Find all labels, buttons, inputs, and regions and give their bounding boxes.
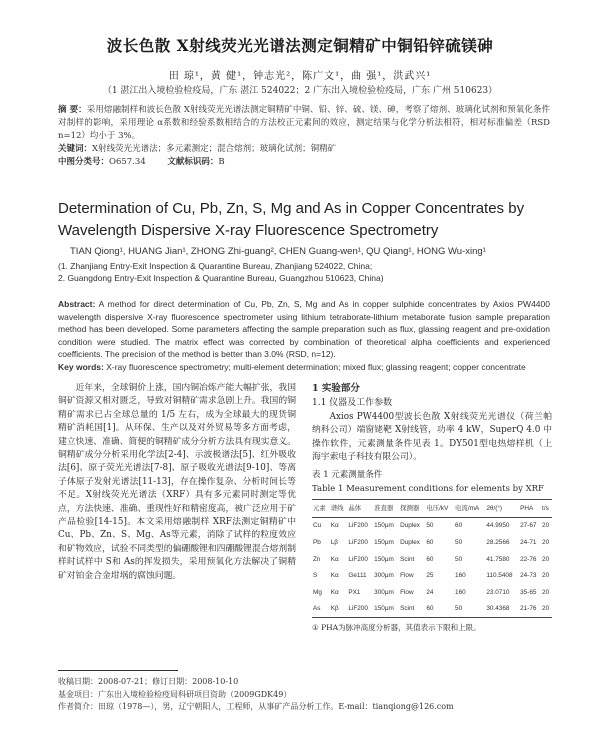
table-cell: Kα [330, 522, 339, 530]
table-cell: 150μm [373, 601, 399, 618]
table-cell: Scint [399, 601, 425, 618]
clc-label: 中图分类号： [58, 157, 110, 167]
received-date: 收稿日期：2008-07-21；修订日期：2008-10-10 [58, 677, 239, 686]
table-cell: 20 [542, 588, 550, 596]
table-cell: 20 [541, 601, 552, 618]
table-header-cell: t/s [541, 500, 552, 518]
table-cell: 160 [455, 572, 466, 580]
table-caption-en: Table 1 Measurement conditions for elements by XRF [312, 483, 544, 494]
affiliation-en-2: 2. Guangdong Entry-Exit Inspection & Quarantine Bureau, Guangzhou 510623, China) [58, 273, 384, 283]
table-cell: 50 [455, 539, 463, 547]
table-header-cell: 准直器 [373, 500, 399, 518]
table-cell: As [312, 601, 330, 618]
table-cell: Duplex [400, 522, 420, 530]
instrument-paragraph: Axios PW4400型波长色散 X射线荧光光谱仪（荷兰帕纳科公司）端窗铑靶 X射线管，功率 4 kW，SuperQ 4.0 中操作软件，元素测量条件见表 1。DY501型电热熔样机（上海宇索电子科技有限公司）。 [312, 411, 552, 463]
table-header-cell: 探测器 [399, 500, 425, 518]
table-cell: LiF200 [348, 555, 368, 563]
abstract-en [58, 298, 550, 373]
table-cell: 27-67 [520, 522, 537, 530]
footnote-divider [58, 670, 178, 671]
table-cell: 25 [426, 572, 434, 580]
clc-value: O657.34 [109, 157, 146, 167]
doc-code-value: B [218, 157, 225, 167]
table-cell: 50 [455, 555, 463, 563]
table-cell: 110.5408 [486, 572, 513, 580]
table-cell: 24 [426, 588, 434, 596]
table-cell: 300μm [374, 588, 394, 596]
table-cell: 30.4368 [485, 601, 519, 618]
table-cell: 21-76 [519, 601, 541, 618]
table-row [312, 517, 552, 534]
keywords-en-label: Key words: [58, 361, 104, 372]
table-cell: 60 [426, 539, 434, 547]
table-cell: 150μm [374, 539, 394, 547]
table-cell: 60 [426, 555, 434, 563]
paper-title-cn: 波长色散 X射线荧光光谱法测定铜精矿中铜铅锌硫镁砷 [106, 36, 494, 55]
table-cell: 22-76 [520, 555, 537, 563]
table-cell: 60 [455, 522, 463, 530]
table-cell: 41.7580 [486, 555, 510, 563]
table-cell: 23.0710 [486, 588, 510, 596]
table-cell: S [313, 572, 318, 580]
author-list-cn: 田 琼¹，黄 健¹，钟志光²，陈广文¹，曲 强¹，洪武兴¹ [168, 71, 432, 82]
table-note: ① PHA为脉冲高度分析器，其值表示下限和上限。 [312, 623, 481, 633]
abstract-cn-text: 采用熔融制样和波长色散 X射线荧光光谱法测定铜精矿中铜、铅、锌、硫、镁、砷，考察了熔剂、玻璃化试剂和预氧化条件对制样的影响，采用理论 α系数和经验系数相结合的方法校正元素间的效应，测定结果与化学分析法相符，相对标准偏差（RSD n=12）均小于 3%。 [58, 105, 550, 141]
section-1-1-title: 1.1 仪器及工作参数 [312, 398, 393, 409]
table-cell: 28.2566 [486, 539, 510, 547]
table-cell: 35-65 [520, 588, 537, 596]
affiliation-cn: （1 湛江出入境检验检疫局，广东 湛江 524022；2 广东出入境检验检疫局，广东 广州 510623） [102, 86, 498, 96]
table-cell: 50 [426, 522, 434, 530]
author-bio: 作者简介：田琼（1978—），男，辽宁朝阳人，工程师，从事矿产品分析工作。E-mail：tianqiong@126.com [58, 702, 454, 711]
table-cell: 20 [542, 572, 550, 580]
measurement-conditions-table [312, 499, 552, 618]
table-header-cell: 元素 [312, 500, 330, 518]
keywords-cn-label: 关键词： [58, 144, 93, 154]
abstract-en-text: A method for direct determination of Cu, Pb, Zn, S, Mg and As in copper sulphide concentrates by Axios PW4400 wavelength dispersive X-ray fluorescence spectrometer using lithium tetraborate-lithium metaborate fusion sample preparation method has been developed. Some parameters affecting the sample preparation such as flux, glassing reagent and pre-oxidation condition were studied. The matrix effect was corrected by combination of theoretical alpha coefficients and experienced coefficients. The precision of the method is better than 3.0% (RSD, n=12). [58, 299, 550, 359]
table-caption-cn: 表 1 元素测量条件 [312, 470, 383, 481]
fund-info: 基金项目：广东出入境检验检疫局科研项目资助（2009GDK49） [58, 689, 292, 699]
body-left-column [58, 382, 296, 583]
keywords-cn: X射线荧光光谱法；多元素测定；混合熔剂；玻璃化试剂；铜精矿 [92, 144, 337, 154]
table-cell: 24-71 [520, 539, 537, 547]
table-cell: 24-73 [520, 572, 537, 580]
table-cell: PX1 [348, 588, 361, 596]
affiliation-en [58, 260, 558, 284]
table-row [312, 601, 552, 618]
table-cell: 20 [542, 522, 550, 530]
table-header-cell: PHA [519, 500, 541, 518]
table-cell: Duplex [400, 539, 420, 547]
table-cell: 20 [542, 539, 550, 547]
table-cell: 160 [455, 588, 466, 596]
author-list-en: TIAN Qiong¹, HUANG Jian¹, ZHONG Zhi-guang², CHEN Guang-wen¹, QU Qiang¹, HONG Wu-xing¹ [70, 246, 486, 257]
abstract-cn-label: 摘 要： [58, 105, 87, 115]
table-cell: 300μm [374, 572, 394, 580]
table-header-row [312, 500, 552, 518]
abstract-en-label: Abstract: [58, 299, 96, 309]
body-right-column [312, 382, 552, 635]
table-cell: 20 [542, 555, 550, 563]
table-header-cell: 电流/mA [454, 500, 485, 518]
table-cell: Lβ [330, 539, 338, 547]
table-cell: Kα [330, 588, 339, 596]
intro-paragraph: 近年来，全球铜价上涨，国内铜冶炼产能大幅扩张，我国铜矿资源又相对匮乏，导致对铜精矿需求急剧上升。我国的铜精矿需求已占全球总量的 1/5 左右，成为全球最大的现货铜精矿消耗国[1]。从环保、生产以及对外贸易等多方面考虑，建立快速、准确、简便的铜精矿成分分析方法具有现实意义。铜精矿成分分析采用化学法[2-4]、示波极谱法[5]、红外吸收法[6]、原子荧光光谱法[7-8]、原子吸收光谱法[9-10]、等离子体原子发射光谱法[11-13]，存在操作复杂、分析时间长等不足。X射线荧光光谱法（XRF）具有多元素同时测定等优点，方法快速、准确、重现性好和精密度高，被广泛应用于矿产品检验[14-15]。本文采用熔融制样 XRF法测定铜精矿中 Cu、Pb、Zn、S、Mg、As等元素，消除了试样的粒度效应和矿物效应，试验不同类型的偏硼酸锂和四硼酸锂混合熔剂制样时试样中 S和 As的挥发损失，采用预氧化方法解决了铜精矿对铂金合金坩埚的腐蚀问题。 [58, 383, 296, 581]
table-cell: Zn [313, 555, 321, 563]
table-row [312, 534, 552, 551]
table-cell: Flow [400, 572, 414, 580]
table-header-cell: 2θ/(°) [485, 500, 519, 518]
table-cell: 150μm [374, 555, 394, 563]
table-cell: Ge111 [348, 572, 367, 580]
table-cell: LiF200 [348, 522, 368, 530]
table-cell: Cu [313, 522, 322, 530]
doc-code-label: 文献标识码： [167, 157, 219, 167]
table-row [312, 568, 552, 585]
table-header-cell: 晶体 [347, 500, 373, 518]
table-cell: 44.9950 [486, 522, 510, 530]
table-header-cell: 电压/kV [425, 500, 454, 518]
table-cell: LiF200 [348, 539, 368, 547]
table-row [312, 584, 552, 601]
table-row [312, 551, 552, 568]
table-cell: LiF200 [347, 601, 373, 618]
table-cell: Kα [330, 555, 339, 563]
table-cell: 60 [425, 601, 454, 618]
table-cell: Scint [400, 555, 415, 563]
abstract-cn [58, 104, 550, 169]
table-cell: Mg [313, 588, 322, 596]
paper-title-en: Determination of Cu, Pb, Zn, S, Mg and As in Copper Concentrates by Wavelength Dispersive X-ray Fluorescence Spectrometry [58, 200, 525, 239]
footnotes [58, 676, 550, 714]
table-cell: Pb [313, 539, 321, 547]
table-cell: 150μm [374, 522, 394, 530]
table-cell: Flow [400, 588, 414, 596]
table-cell: Kβ [330, 601, 348, 618]
keywords-en: X-ray fluorescence spectrometry; multi-element determination; mixed flux; glassing reagent; copper concentrate [106, 361, 526, 372]
table-cell: 50 [454, 601, 485, 618]
affiliation-en-1: (1. Zhanjiang Entry-Exit Inspection & Quarantine Bureau, Zhanjiang 524022, China; [58, 261, 373, 271]
section-1-title: 1 实验部分 [312, 383, 360, 394]
table-header-cell: 谱线 [330, 500, 348, 518]
table-cell: Kα [330, 572, 339, 580]
